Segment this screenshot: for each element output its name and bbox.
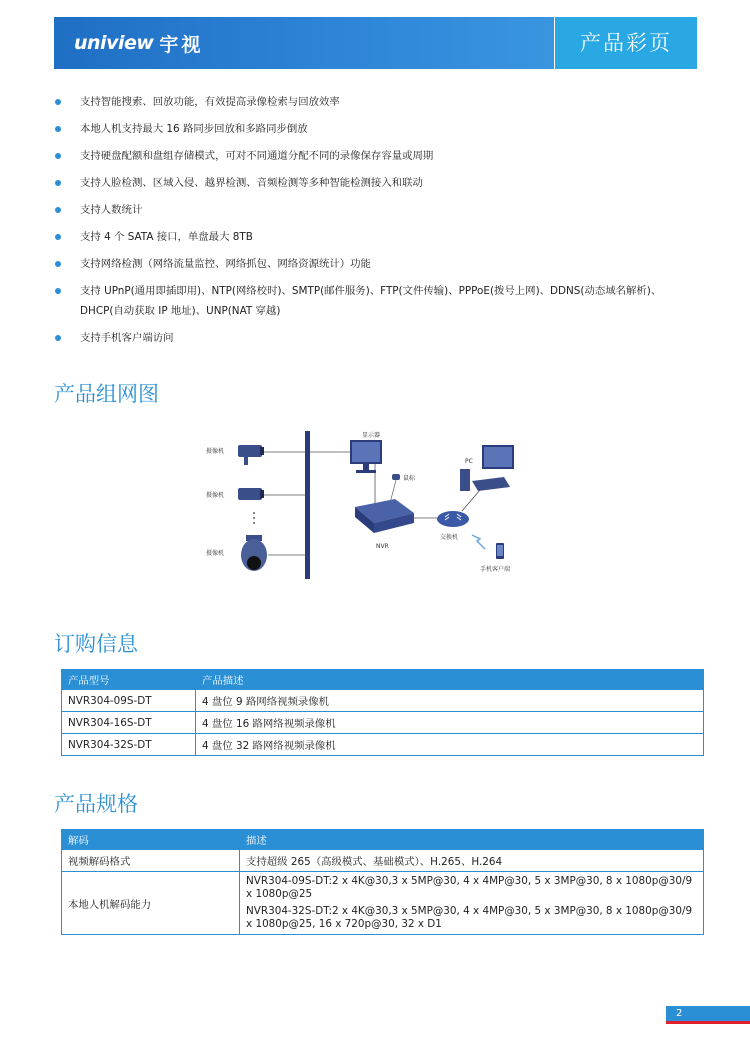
feature-list [54, 92, 694, 355]
decode-capability-32s: NVR304-32S-DT:2 x 4K@30,3 x 5MP@30, 4 x 4MP@30, 5 x 3MP@30, 8 x 1080p@30/9 x 1080p@25, 16 x 720p@30, 32 x D1 [246, 905, 693, 930]
column-header: 产品描述 [196, 670, 704, 690]
mouse-label: 鼠标 [403, 475, 416, 482]
logo-chinese: 宇视 [159, 33, 204, 56]
page-type-label: 产品彩页 [555, 17, 697, 69]
description-cell: 4 盘位 16 路网络视频录像机 [196, 712, 704, 734]
table-row [62, 712, 704, 734]
spec-label-cell: 视频解码格式 [62, 850, 240, 872]
spec-value-cell [240, 872, 704, 935]
column-header: 描述 [240, 830, 704, 850]
logo-wordmark: uniview [74, 32, 154, 54]
decode-capability-09s: NVR304-09S-DT:2 x 4K@30,3 x 5MP@30, 4 x 4MP@30, 5 x 3MP@30, 8 x 1080p@30/9 x 1080p@25 [246, 875, 693, 900]
feature-item: 支持硬盘配额和盘组存储模式，可对不同通道分配不同的录像保存容量或周期 [54, 146, 694, 166]
bullet-camera-icon [238, 445, 264, 465]
model-cell: NVR304-32S-DT [62, 734, 196, 756]
header-brand-bar [54, 17, 554, 69]
pc-label: PC [465, 458, 473, 465]
feature-item: 支持人脸检测、区域入侵、越界检测、音频检测等多种智能检测接入和联动 [54, 173, 694, 193]
bullet-icon [55, 99, 61, 105]
bullet-icon [55, 234, 61, 240]
table-header-row [62, 670, 704, 690]
section-title-network: 产品组网图 [54, 382, 159, 406]
feature-item: 本地人机支持最大 16 路同步回放和多路同步倒放 [54, 119, 694, 139]
network-bus [305, 431, 310, 579]
wireless-icon [472, 535, 485, 549]
table-row [62, 734, 704, 756]
section-title-spec: 产品规格 [54, 792, 138, 816]
description-cell: 4 盘位 9 路网络视频录像机 [196, 690, 704, 712]
pc-icon [460, 445, 514, 491]
camera3-label: 摄像机 [206, 550, 225, 557]
feature-item: 支持智能搜索、回放功能，有效提高录像检索与回放效率 [54, 92, 694, 112]
nvr-label: NVR [376, 543, 389, 550]
bullet-icon [55, 180, 61, 186]
mobile-label: 手机客户端 [480, 566, 511, 573]
spec-table [61, 829, 704, 935]
switch-icon [437, 511, 469, 527]
feature-item: 支持人数统计 [54, 200, 694, 220]
bullet-icon [55, 126, 61, 132]
table-row [62, 690, 704, 712]
bullet-icon [55, 261, 61, 267]
bullet-icon [55, 335, 61, 341]
model-cell: NVR304-09S-DT [62, 690, 196, 712]
bullet-camera-icon [238, 488, 264, 500]
feature-item: 支持 UPnP(通用即插即用)、NTP(网络校时)、SMTP(邮件服务)、FTP(文件传输)、PPPoE(拨号上网)、DDNS(动态域名解析)、DHCP(自动获取 IP 地址)、UNP(NAT 穿越) [54, 281, 694, 321]
dome-camera-icon [241, 535, 267, 571]
order-table [61, 669, 704, 756]
page-header [54, 17, 697, 69]
camera2-label: 摄像机 [206, 492, 225, 499]
mobile-phone-icon [496, 543, 504, 559]
table-row [62, 850, 704, 872]
model-cell: NVR304-16S-DT [62, 712, 196, 734]
page-number: 2 [666, 1006, 750, 1022]
table-header-row [62, 830, 704, 850]
monitor-label: 显示器 [362, 432, 381, 439]
mouse-icon [392, 474, 400, 480]
description-cell: 4 盘位 32 路网络视频录像机 [196, 734, 704, 756]
table-row [62, 872, 704, 935]
bullet-icon [55, 207, 61, 213]
nvr-icon [355, 499, 414, 533]
camera1-label: 摄像机 [206, 448, 225, 455]
uniview-logo [74, 30, 203, 56]
monitor-icon [350, 440, 382, 473]
switch-label: 交换机 [440, 534, 459, 541]
footer-accent-line [666, 1021, 750, 1024]
feature-item: 支持 4 个 SATA 接口，单盘最大 8TB [54, 227, 694, 247]
bullet-icon [55, 288, 61, 294]
feature-item: 支持手机客户端访问 [54, 328, 694, 348]
spec-value-cell: 支持超级 265（高级模式、基础模式）、H.265、H.264 [240, 850, 704, 872]
feature-item: 支持网络检测（网络流量监控、网络抓包、网络资源统计）功能 [54, 254, 694, 274]
spec-label-cell: 本地人机解码能力 [62, 872, 240, 935]
column-header: 产品型号 [62, 670, 196, 690]
section-title-order: 订购信息 [54, 632, 138, 656]
network-diagram [200, 425, 530, 585]
bullet-icon [55, 153, 61, 159]
column-header: 解码 [62, 830, 240, 850]
